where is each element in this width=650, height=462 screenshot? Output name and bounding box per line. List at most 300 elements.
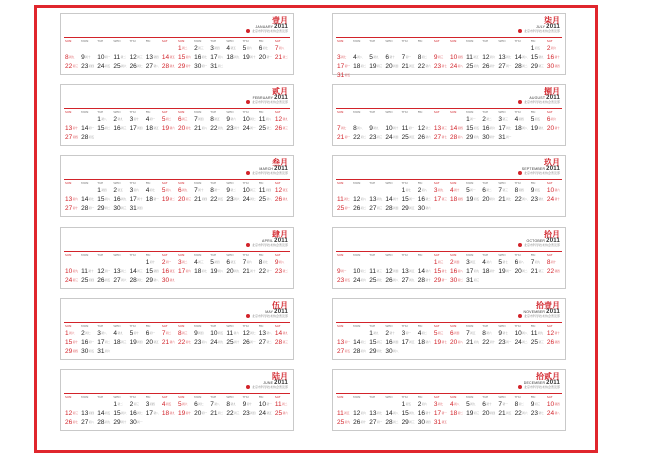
day-cell — [466, 268, 482, 276]
weekday-label: THU — [401, 324, 408, 328]
day-cell — [434, 268, 450, 276]
month-header — [518, 301, 560, 318]
empty-cell — [65, 45, 81, 53]
day-cell — [146, 330, 162, 338]
month-chinese-title: 捌月 — [544, 86, 560, 96]
weekday-label: WED — [385, 395, 393, 399]
day-number: 12 — [65, 410, 73, 417]
day-cell — [402, 196, 418, 204]
lunar-day-label: 初二 — [282, 403, 288, 406]
empty-cell — [130, 259, 146, 267]
lunar-day-label: 初五 — [88, 136, 95, 139]
day-cell — [547, 45, 563, 53]
logo-dot-icon — [518, 29, 522, 33]
day-cell — [369, 339, 385, 347]
weekday-label: SAT — [274, 110, 281, 114]
day-cell — [353, 196, 369, 204]
logo-dot-icon — [246, 100, 250, 104]
weekday-label: SAT — [161, 395, 168, 399]
day-cell — [385, 54, 401, 62]
lunar-day-label: 初五 — [230, 261, 236, 264]
day-cell — [130, 63, 146, 71]
weekday-label: SAT — [433, 395, 440, 399]
day-cell — [162, 410, 178, 418]
lunar-day-label: 初四 — [198, 332, 204, 335]
lunar-day-label: 初七 — [377, 412, 383, 415]
weekday-label: SUN — [65, 324, 72, 328]
lunar-day-label: 初二 — [425, 127, 431, 130]
month-year: 2011 — [546, 24, 560, 30]
day-cell — [547, 339, 563, 347]
lunar-day-label: 初十 — [486, 403, 492, 406]
day-number: 7 — [498, 401, 503, 408]
day-number: 13 — [65, 196, 73, 203]
day-cell — [418, 410, 434, 418]
weekday-label: SAT — [274, 39, 281, 43]
day-number: 15 — [433, 268, 442, 275]
day-number: 5 — [433, 330, 438, 337]
day-number: 5 — [177, 401, 182, 408]
day-number: 15 — [113, 410, 121, 417]
day-number: 30 — [81, 348, 89, 355]
day-number: 1 — [113, 401, 118, 408]
lunar-day-label: 初一 — [105, 270, 111, 273]
day-number: 5 — [369, 54, 373, 61]
day-number: 15 — [177, 54, 186, 61]
day-number: 4 — [353, 54, 357, 61]
day-number: 3 — [337, 54, 341, 61]
lunar-day-label: 初五 — [266, 412, 272, 415]
day-cell — [81, 348, 97, 356]
day-cell — [337, 419, 353, 427]
day-number: 4 — [449, 187, 454, 194]
day-number: 17 — [433, 410, 442, 417]
day-cell — [353, 134, 369, 142]
day-number: 10 — [242, 187, 250, 194]
day-cell — [65, 268, 81, 276]
organizer-name: 北京市科学技术协会普及部 — [251, 171, 288, 175]
day-cell — [194, 45, 210, 53]
day-number: 3 — [433, 187, 438, 194]
day-cell — [130, 187, 146, 195]
day-cell — [226, 330, 242, 338]
day-number: 21 — [337, 134, 345, 141]
organizer-line — [518, 385, 560, 389]
day-cell — [146, 259, 162, 267]
day-number: 18 — [145, 125, 153, 132]
weekday-label: SAT — [274, 395, 281, 399]
day-number: 12 — [274, 116, 283, 123]
month-header — [518, 87, 560, 104]
lunar-day-label: 初二 — [218, 412, 224, 415]
day-cell — [226, 401, 242, 409]
day-cell — [482, 196, 498, 204]
lunar-day-label: 初六 — [425, 270, 431, 273]
lunar-day-label: 初十 — [246, 403, 252, 406]
lunar-day-label: 初五 — [218, 198, 224, 201]
organizer-name: 北京市科学技术协会普及部 — [251, 100, 288, 104]
weekday-label: TUE — [482, 110, 489, 114]
day-cell — [482, 54, 498, 62]
lunar-day-label: 初一 — [441, 412, 447, 415]
day-grid — [65, 394, 291, 427]
day-cell — [259, 401, 275, 409]
day-cell — [226, 45, 242, 53]
lunar-day-label: 初八 — [88, 421, 95, 424]
day-cell — [146, 63, 162, 71]
lunar-day-label: 初七 — [262, 261, 269, 264]
lunar-day-label: 初六 — [425, 207, 431, 210]
lunar-day-label: 初十 — [234, 341, 240, 344]
day-cell — [385, 277, 401, 285]
day-cell — [515, 196, 531, 204]
day-number: 27 — [369, 419, 377, 426]
day-cell — [385, 63, 401, 71]
day-cell — [146, 277, 162, 285]
day-cell — [81, 54, 97, 62]
lunar-day-label: 初三 — [198, 47, 204, 50]
day-grid — [65, 252, 291, 285]
day-cell — [450, 125, 466, 133]
day-cell — [226, 339, 242, 347]
day-cell — [498, 330, 514, 338]
empty-cell — [81, 187, 97, 195]
weekday-label: FRI — [530, 181, 536, 185]
lunar-day-label: 初五 — [470, 261, 476, 264]
day-number: 21 — [194, 125, 202, 132]
weekday-label: TUE — [97, 181, 104, 185]
weekday-label: WED — [113, 253, 121, 257]
day-number: 24 — [514, 339, 522, 346]
day-number: 9 — [433, 54, 438, 61]
lunar-day-label: 初九 — [72, 270, 78, 273]
empty-cell — [65, 259, 81, 267]
day-cell — [369, 410, 385, 418]
lunar-day-label: 初二 — [421, 332, 428, 335]
day-number: 1 — [145, 259, 150, 266]
lunar-day-label: 初八 — [357, 127, 363, 130]
day-number: 2 — [546, 45, 551, 52]
day-cell — [515, 187, 531, 195]
day-cell — [113, 277, 129, 285]
day-number: 3 — [97, 330, 101, 337]
month-english-name: APRIL — [262, 239, 274, 243]
lunar-day-label: 初六 — [425, 65, 431, 68]
empty-cell — [515, 45, 531, 53]
day-number: 28 — [274, 339, 283, 346]
day-cell — [547, 401, 563, 409]
day-number: 3 — [433, 401, 438, 408]
empty-cell — [402, 259, 418, 267]
day-cell — [498, 63, 514, 71]
day-cell — [65, 196, 81, 204]
day-cell — [531, 330, 547, 338]
day-number: 24 — [353, 277, 361, 284]
lunar-day-label: 初二 — [121, 270, 127, 273]
lunar-day-label: 初二 — [266, 127, 272, 130]
day-number: 16 — [417, 410, 425, 417]
day-cell — [210, 187, 226, 195]
day-cell — [369, 125, 385, 133]
day-number: 17 — [498, 125, 506, 132]
lunar-day-label: 初八 — [393, 412, 399, 415]
organizer-name: 北京市科学技术协会普及部 — [251, 29, 288, 33]
day-cell — [466, 259, 482, 267]
lunar-day-label: 初七 — [85, 332, 91, 335]
empty-cell — [353, 401, 369, 409]
weekday-label: MON — [194, 253, 202, 257]
lunar-day-label: 初四 — [198, 118, 204, 121]
day-cell — [275, 330, 291, 338]
day-cell — [113, 196, 129, 204]
weekday-label: THU — [401, 39, 408, 43]
lunar-day-label: 初四 — [393, 207, 399, 210]
lunar-day-label: 初九 — [534, 261, 541, 264]
day-number: 23 — [337, 277, 345, 284]
organizer-name: 北京市科学技术协会普及部 — [251, 385, 288, 389]
lunar-day-label: 初二 — [425, 198, 431, 201]
weekday-label: SUN — [65, 253, 72, 257]
day-cell — [178, 54, 194, 62]
lunar-day-label: 初四 — [457, 127, 463, 130]
day-cell — [353, 277, 369, 285]
day-cell — [337, 63, 353, 71]
day-number: 6 — [514, 259, 519, 266]
day-cell — [450, 196, 466, 204]
lunar-day-label: 初八 — [214, 403, 220, 406]
empty-cell — [65, 401, 81, 409]
weekday-label: FRI — [145, 110, 151, 114]
day-number: 12 — [129, 54, 137, 61]
organizer-name: 北京市科学技术协会普及部 — [523, 171, 560, 175]
weekday-label: THU — [401, 110, 408, 114]
day-cell — [515, 410, 531, 418]
day-cell — [434, 54, 450, 62]
lunar-day-label: 初九 — [282, 332, 288, 335]
day-cell — [178, 410, 194, 418]
day-number: 21 — [194, 196, 202, 203]
lunar-day-label: 初三 — [198, 261, 204, 264]
day-cell — [210, 63, 226, 71]
lunar-day-label: 初三 — [437, 332, 444, 335]
lunar-day-label: 初九 — [538, 127, 544, 130]
day-cell — [385, 330, 401, 338]
day-cell — [243, 125, 259, 133]
day-cell — [275, 196, 291, 204]
weekday-label: MON — [466, 395, 474, 399]
day-number: 29 — [97, 205, 105, 212]
day-cell — [97, 187, 113, 195]
month-header — [518, 230, 560, 247]
day-number: 15 — [401, 410, 409, 417]
lunar-day-label: 初四 — [554, 270, 560, 273]
day-number: 12 — [546, 330, 555, 337]
day-cell — [194, 268, 210, 276]
weekday-label: SAT — [274, 253, 281, 257]
lunar-day-label: 初六 — [182, 403, 188, 406]
day-number: 29 — [433, 277, 442, 284]
weekday-label: MON — [81, 110, 89, 114]
day-number: 26 — [546, 339, 555, 346]
day-cell — [113, 330, 129, 338]
day-number: 3 — [466, 259, 470, 266]
day-cell — [482, 330, 498, 338]
weekday-label: WED — [385, 110, 393, 114]
day-cell — [385, 268, 401, 276]
weekday-label: FRI — [417, 39, 423, 43]
day-number: 31 — [97, 348, 105, 355]
lunar-day-label: 初三 — [133, 403, 139, 406]
lunar-day-label: 初三 — [282, 127, 288, 130]
day-cell — [434, 339, 450, 347]
day-number: 10 — [258, 401, 266, 408]
day-number: 25 — [226, 339, 234, 346]
day-number: 17 — [337, 63, 345, 70]
lunar-day-label: 初九 — [473, 341, 480, 344]
day-number: 12 — [353, 410, 361, 417]
day-number: 15 — [369, 339, 377, 346]
lunar-day-label: 初三 — [121, 207, 127, 210]
day-number: 5 — [161, 187, 166, 194]
weekday-label: MON — [466, 110, 474, 114]
weekday-label: SUN — [449, 324, 457, 328]
day-cell — [418, 330, 434, 338]
day-number: 9 — [498, 330, 503, 337]
weekday-label: SUN — [449, 110, 457, 114]
lunar-day-label: 初七 — [441, 136, 447, 139]
lunar-day-label: 初一 — [149, 118, 156, 121]
lunar-day-label: 初一 — [105, 56, 111, 59]
weekday-label: THU — [514, 39, 521, 43]
lunar-day-label: 初五 — [344, 350, 350, 353]
day-grid — [337, 252, 563, 285]
weekday-label: THU — [401, 395, 408, 399]
day-cell — [418, 419, 434, 427]
day-number: 5 — [530, 116, 535, 123]
lunar-day-label: 初八 — [105, 198, 111, 201]
weekday-label: FRI — [530, 324, 536, 328]
day-cell — [337, 196, 353, 204]
day-cell — [210, 401, 226, 409]
day-number: 21 — [274, 54, 283, 61]
day-cell — [482, 410, 498, 418]
lunar-day-label: 初六 — [169, 127, 175, 130]
lunar-day-label: 初二 — [360, 270, 367, 273]
day-cell — [482, 125, 498, 133]
day-number: 1 — [97, 116, 101, 123]
day-cell — [210, 339, 226, 347]
lunar-day-label: 初八 — [165, 189, 172, 192]
organizer-line — [518, 100, 560, 104]
weekday-label: WED — [385, 253, 393, 257]
day-number: 6 — [177, 116, 182, 123]
day-number: 20 — [546, 125, 555, 132]
weekday-label: THU — [242, 253, 249, 257]
day-cell — [210, 196, 226, 204]
day-cell — [81, 125, 97, 133]
lunar-day-label: 初三 — [121, 341, 127, 344]
weekday-label: SUN — [65, 110, 72, 114]
day-grid — [337, 323, 563, 356]
day-cell — [369, 63, 385, 71]
month-header — [246, 372, 288, 389]
lunar-day-label: 初十 — [425, 279, 431, 282]
day-cell — [113, 268, 129, 276]
empty-cell — [369, 187, 385, 195]
day-number: 18 — [449, 410, 458, 417]
weekday-label: THU — [514, 395, 521, 399]
weekday-label: FRI — [145, 324, 151, 328]
weekday-label: TUE — [482, 39, 489, 43]
organizer-name: 北京市科学技术协会普及部 — [523, 385, 560, 389]
day-number: 31 — [337, 72, 345, 79]
day-cell — [65, 339, 81, 347]
day-number: 18 — [417, 339, 425, 346]
weekday-label: FRI — [530, 395, 536, 399]
day-cell — [402, 187, 418, 195]
day-number: 6 — [177, 187, 182, 194]
lunar-day-label: 初三 — [437, 56, 444, 59]
lunar-day-label: 初九 — [344, 421, 350, 424]
day-number: 22 — [482, 339, 490, 346]
lunar-day-label: 初一 — [441, 279, 447, 282]
lunar-day-label: 初五 — [405, 403, 411, 406]
day-cell — [210, 330, 226, 338]
day-number: 13 — [337, 339, 345, 346]
day-cell — [146, 116, 162, 124]
weekday-label: FRI — [145, 39, 151, 43]
day-number: 22 — [514, 410, 522, 417]
lunar-day-label: 初九 — [373, 332, 379, 335]
day-number: 9 — [530, 187, 535, 194]
month-year: 2011 — [546, 238, 560, 244]
lunar-day-label: 初五 — [214, 118, 220, 121]
day-number: 27 — [81, 419, 89, 426]
month-chinese-title: 肆月 — [272, 229, 288, 239]
empty-cell — [385, 401, 401, 409]
day-number: 27 — [113, 277, 121, 284]
lunar-day-label: 初六 — [121, 279, 127, 282]
day-number: 7 — [274, 45, 279, 52]
day-number: 2 — [113, 116, 118, 123]
weekday-label: TUE — [482, 181, 489, 185]
lunar-day-label: 初十 — [72, 127, 78, 130]
lunar-day-label: 初八 — [153, 412, 159, 415]
day-cell — [81, 410, 97, 418]
lunar-day-label: 初六 — [486, 261, 492, 264]
day-cell — [97, 125, 113, 133]
lunar-day-label: 初八 — [201, 127, 208, 130]
lunar-day-label: 初十 — [554, 127, 560, 130]
day-number: 12 — [417, 125, 425, 132]
weekday-label: TUE — [369, 181, 376, 185]
lunar-day-label: 初七 — [405, 189, 411, 192]
day-number: 25 — [337, 419, 345, 426]
day-cell — [369, 277, 385, 285]
day-number: 20 — [258, 54, 266, 61]
lunar-day-label: 初八 — [153, 65, 159, 68]
weekday-label: TUE — [210, 110, 217, 114]
day-cell — [337, 348, 353, 356]
day-number: 29 — [65, 348, 73, 355]
day-cell — [515, 116, 531, 124]
lunar-day-label: 初四 — [153, 270, 159, 273]
month-card — [332, 13, 566, 79]
day-number: 23 — [369, 134, 377, 141]
day-cell — [385, 410, 401, 418]
organizer-line — [518, 314, 560, 318]
day-number: 20 — [514, 268, 522, 275]
